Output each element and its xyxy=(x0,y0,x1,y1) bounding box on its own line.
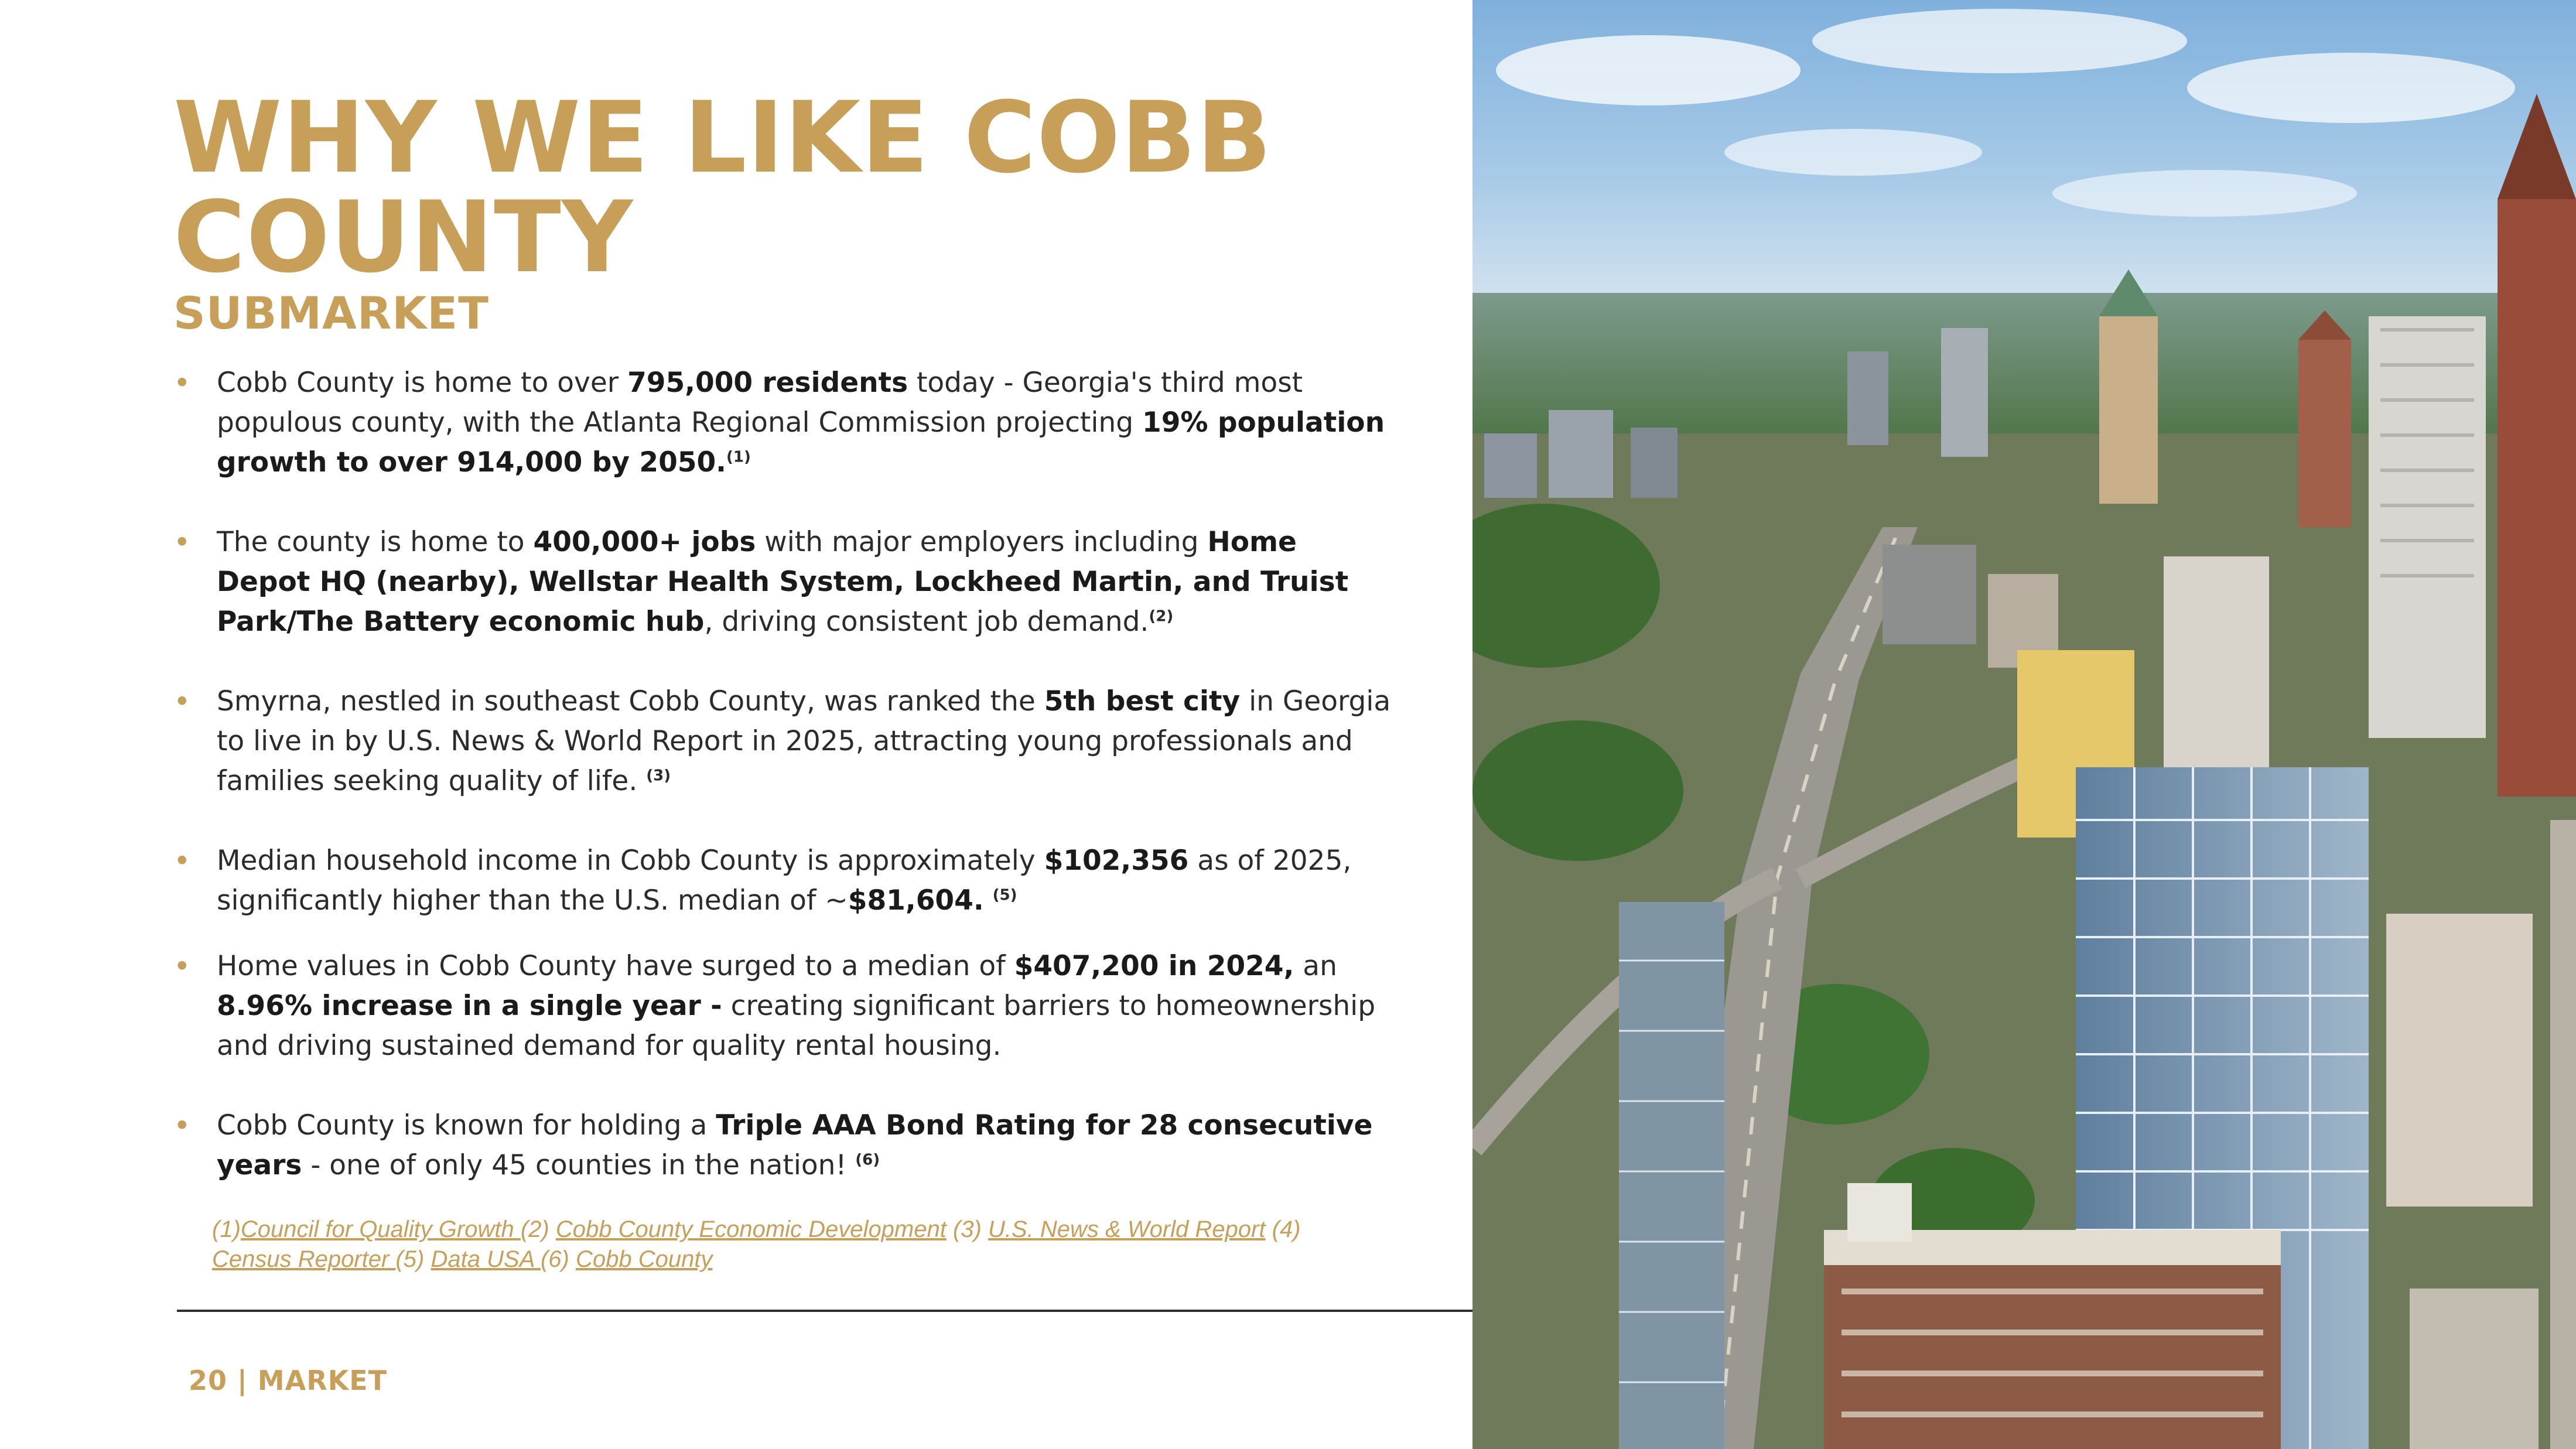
source-prefix: (4) xyxy=(1265,1216,1301,1242)
source-prefix: (2) xyxy=(520,1216,556,1242)
bullet-smyrna xyxy=(173,682,1392,801)
building xyxy=(1631,428,1678,498)
building xyxy=(2164,556,2269,791)
source-link-cobb-econ-dev[interactable]: Cobb County Economic Development xyxy=(555,1216,947,1242)
source-link-us-news[interactable]: U.S. News & World Report xyxy=(988,1216,1266,1242)
tree-cluster xyxy=(1473,720,1683,861)
building xyxy=(2410,1289,2539,1449)
footnote-ref: (5) xyxy=(992,886,1017,904)
source-prefix: (1) xyxy=(212,1216,241,1242)
bullet-dot-icon: • xyxy=(173,1109,191,1143)
bullet-home-values xyxy=(173,946,1392,1066)
bullet-residents xyxy=(173,363,1392,483)
skyline-illustration xyxy=(1473,0,2576,1449)
bullet-text: Cobb County is known for holding a xyxy=(217,1109,716,1142)
bullet-dot-icon: • xyxy=(173,366,191,400)
cloud xyxy=(2187,53,2515,123)
building xyxy=(2386,914,2533,1207)
page-subtitle: SUBMARKET xyxy=(173,287,489,339)
bullet-bold: Triple AAA Bond Rating for 28 consecutive years xyxy=(217,1109,1373,1181)
front-brick-building xyxy=(1824,1253,2281,1449)
brick-tower xyxy=(2298,340,2351,527)
bullet-bold: 795,000 residents xyxy=(627,367,908,399)
cloud xyxy=(2052,170,2357,217)
bullet-text: with major employers including xyxy=(756,526,1208,558)
bullet-text: Home values in Cobb County have surged to a median of xyxy=(217,950,1014,982)
page-title: WHY WE LIKE COBB COUNTY xyxy=(173,80,1272,295)
bullet-text: Cobb County is home to over xyxy=(217,367,628,399)
footer-divider xyxy=(177,1310,1473,1312)
bullet-text: , driving consistent job demand. xyxy=(704,606,1149,638)
bullet-bold: 400,000+ jobs xyxy=(533,526,756,558)
bullet-bold: $407,200 in 2024, xyxy=(1014,950,1294,982)
bullet-text: The county is home to xyxy=(217,526,534,558)
source-link-council-quality-growth[interactable]: Council for Quality Growth xyxy=(240,1216,521,1242)
footnote-ref: (1) xyxy=(726,448,751,466)
bullet-dot-icon: • xyxy=(173,685,191,719)
building xyxy=(1883,545,1976,644)
bullet-bold: 5th best city xyxy=(1044,685,1241,717)
bullet-jobs xyxy=(173,522,1392,642)
cloud xyxy=(1724,129,1982,176)
bullet-dot-icon: • xyxy=(173,525,191,559)
bullet-bond-rating xyxy=(173,1106,1392,1185)
white-tower xyxy=(2369,316,2486,738)
page-footer-label: 20 | MARKET xyxy=(189,1365,388,1396)
bullet-bold: 8.96% increase in a single year - xyxy=(217,990,722,1022)
footnote-ref: (6) xyxy=(855,1151,880,1169)
bullet-dot-icon: • xyxy=(173,949,191,983)
spire-tower xyxy=(2099,316,2158,504)
bullet-text: creating significant barriers to homeownership and driving sustained demand for quality rental housing. xyxy=(217,990,1376,1062)
sources-footnote xyxy=(212,1215,1395,1274)
bullet-text: in Georgia to live in by U.S. News & World Report in 2025, attracting young professionals and families seeking quality of life. xyxy=(217,685,1391,797)
city-skyline-photo xyxy=(1473,0,2576,1449)
cloud xyxy=(1812,9,2187,73)
building xyxy=(2550,820,2576,1449)
bullet-bold: 19% population growth to over 914,000 by 2050. xyxy=(217,406,1385,479)
source-prefix: (5) xyxy=(395,1246,431,1272)
building xyxy=(1484,433,1537,498)
cloud xyxy=(1496,35,1801,105)
building xyxy=(1549,410,1613,498)
front-left-tower xyxy=(1619,902,1724,1449)
bullet-text: an xyxy=(1294,950,1337,982)
footnote-ref: (3) xyxy=(646,767,671,785)
bullet-text: - one of only 45 counties in the nation! xyxy=(302,1149,856,1181)
roof-structure xyxy=(1847,1183,1912,1242)
source-link-data-usa[interactable]: Data USA xyxy=(431,1246,541,1272)
source-prefix: (6) xyxy=(540,1246,576,1272)
bullet-text: Smyrna, nestled in southeast Cobb County, was ranked the xyxy=(217,685,1044,717)
bullet-bold: $81,604. xyxy=(848,884,984,917)
source-link-cobb-county[interactable]: Cobb County xyxy=(575,1246,713,1272)
bullet-text: today - Georgia's third most populous county, with the Atlanta Regional Commission projecting xyxy=(217,367,1303,439)
bullet-list xyxy=(173,363,1392,1185)
source-prefix: (3) xyxy=(946,1216,988,1242)
bullet-dot-icon: • xyxy=(173,844,191,878)
footnote-ref: (2) xyxy=(1149,607,1174,626)
source-link-census-reporter[interactable]: Census Reporter xyxy=(212,1246,396,1272)
bullet-income xyxy=(173,841,1392,921)
bullet-bold: Home Depot HQ (nearby), Wellstar Health System, Lockheed Martin, and Truist Park/The Battery economic hub xyxy=(217,526,1349,638)
right-edge-tower xyxy=(2498,199,2576,797)
building xyxy=(1941,328,1988,457)
building xyxy=(1847,351,1888,445)
bullet-bold: $102,356 xyxy=(1044,845,1189,877)
bullet-text: as of 2025, significantly higher than the U.S. median of ~ xyxy=(217,845,1352,917)
bullet-text: Median household income in Cobb County is approximately xyxy=(217,845,1044,877)
